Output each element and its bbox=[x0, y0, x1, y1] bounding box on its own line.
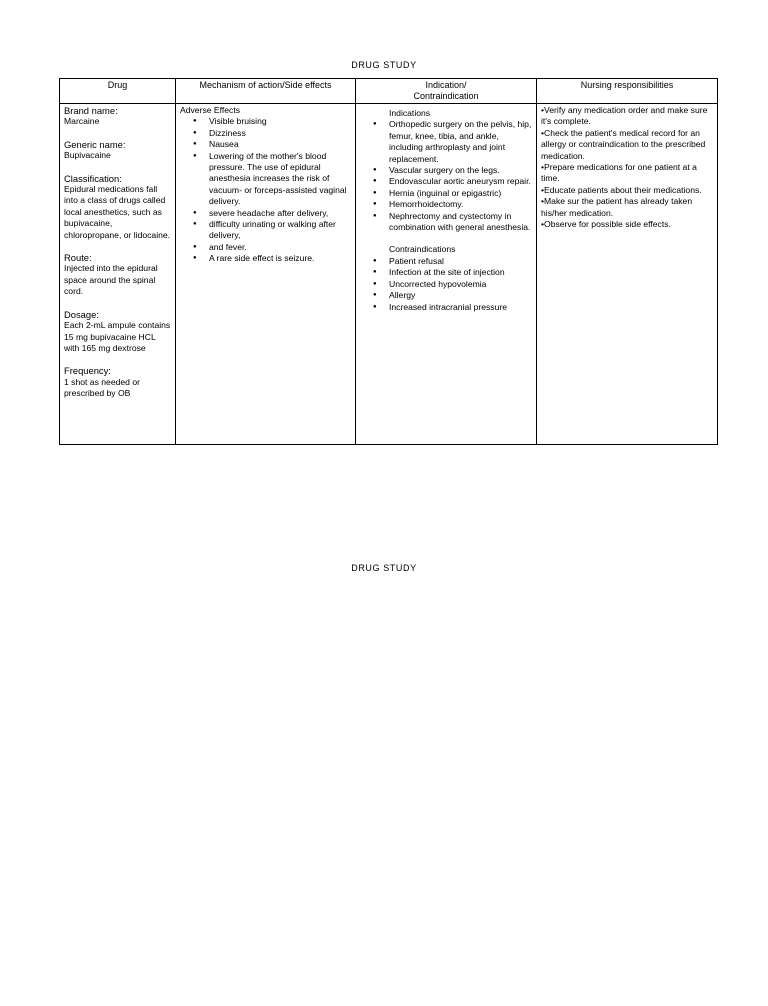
brand-block bbox=[64, 105, 171, 128]
nursing-cell bbox=[537, 104, 718, 445]
generic-block bbox=[64, 139, 171, 162]
dosage-label: Dosage: bbox=[64, 308, 99, 320]
list-item: •Observe for possible side effects. bbox=[541, 219, 671, 230]
list-item: ● Uncorrected hypovolemia bbox=[389, 279, 532, 290]
list-item: •Make sur the patient has already taken his/her medication. bbox=[541, 196, 693, 218]
header-drug: Drug bbox=[60, 79, 176, 104]
classification-block bbox=[64, 173, 171, 241]
generic-value: Bupivacaine bbox=[64, 150, 111, 161]
list-item: ● Increased intracranial pressure bbox=[389, 302, 532, 313]
adverse-effects-heading: Adverse Effects bbox=[180, 105, 241, 115]
list-item: ● severe headache after delivery, bbox=[209, 208, 351, 219]
list-item: ● A rare side effect is seizure. bbox=[209, 253, 351, 264]
classification-label: Classification: bbox=[64, 172, 122, 184]
header-nursing: Nursing responsibilities bbox=[537, 79, 718, 104]
header-indication-line1: Indication/ bbox=[425, 80, 467, 90]
generic-label: Generic name: bbox=[64, 138, 126, 150]
list-item: ● Allergy bbox=[389, 290, 532, 301]
list-item: •Educate patients about their medications. bbox=[541, 184, 702, 195]
list-item: ● Orthopedic surgery on the pelvis, hip, femur, knee, tibia, and ankle, including arthroplasty and joint replacement. bbox=[389, 119, 532, 165]
list-item: •Verify any medication order and make sure it's complete. bbox=[541, 105, 708, 127]
indications-list bbox=[360, 119, 532, 233]
list-item: ● Nausea bbox=[209, 139, 351, 150]
brand-value: Marcaine bbox=[64, 116, 100, 127]
header-indication-line2: Contraindication bbox=[413, 91, 479, 101]
nursing-list bbox=[541, 105, 713, 230]
indications-heading: Indications bbox=[389, 108, 431, 118]
route-block bbox=[64, 252, 171, 298]
list-item: •Prepare medications for one patient at a time. bbox=[541, 162, 697, 184]
drug-study-table bbox=[59, 78, 718, 445]
list-item: ● Lowering of the mother's blood pressure. The use of epidural anesthesia increases the risk of vacuum- or forceps-assisted vaginal delivery. bbox=[209, 151, 351, 208]
dosage-block bbox=[64, 309, 171, 355]
route-value: Injected into the epidural space around the spinal cord. bbox=[64, 263, 158, 297]
drug-cell bbox=[60, 104, 176, 445]
list-item: ● Hemorrhoidectomy. bbox=[389, 199, 532, 210]
header-indication bbox=[356, 79, 537, 104]
dosage-value: Each 2-mL ampule contains 15 mg bupivacaine HCL with 165 mg dextrose bbox=[64, 320, 171, 353]
indication-cell bbox=[356, 104, 537, 445]
list-item: ● difficulty urinating or walking after delivery, bbox=[209, 219, 351, 242]
route-label: Route: bbox=[64, 252, 92, 264]
list-item: ● Patient refusal bbox=[389, 256, 532, 267]
frequency-value: 1 shot as needed or prescribed by OB bbox=[64, 376, 140, 399]
table-row bbox=[60, 104, 718, 445]
mechanism-cell bbox=[176, 104, 356, 445]
adverse-effects-list bbox=[180, 116, 351, 264]
table-header-row bbox=[60, 79, 718, 104]
list-item: ● Infection at the site of injection bbox=[389, 267, 532, 278]
list-item: ● Dizziness bbox=[209, 128, 351, 139]
frequency-block bbox=[64, 365, 171, 399]
list-item: ● and fever. bbox=[209, 242, 351, 253]
list-item: ● Hernia (inguinal or epigastric) bbox=[389, 188, 532, 199]
frequency-label: Frequency: bbox=[64, 365, 111, 377]
page-title-repeat: DRUG STUDY bbox=[351, 563, 417, 573]
list-item: ● Vascular surgery on the legs. bbox=[389, 165, 532, 176]
page-title: DRUG STUDY bbox=[351, 60, 417, 70]
list-item: ● Visible bruising bbox=[209, 116, 351, 127]
contraindications-heading: Contraindications bbox=[389, 244, 456, 255]
list-item: ● Nephrectomy and cystectomy in combination with general anesthesia. bbox=[389, 211, 532, 234]
contraindications-list bbox=[360, 256, 532, 313]
list-item: ● Endovascular aortic aneurysm repair. bbox=[389, 176, 532, 187]
classification-value: Epidural medications fall into a class of drugs called local anesthetics, such as bupivacaine, chloropropane, or lidocaine. bbox=[64, 184, 171, 240]
header-mechanism: Mechanism of action/Side effects bbox=[176, 79, 356, 104]
brand-label: Brand name: bbox=[64, 105, 118, 116]
list-item: •Check the patient's medical record for an allergy or contraindication to the prescribed medication. bbox=[541, 127, 706, 161]
